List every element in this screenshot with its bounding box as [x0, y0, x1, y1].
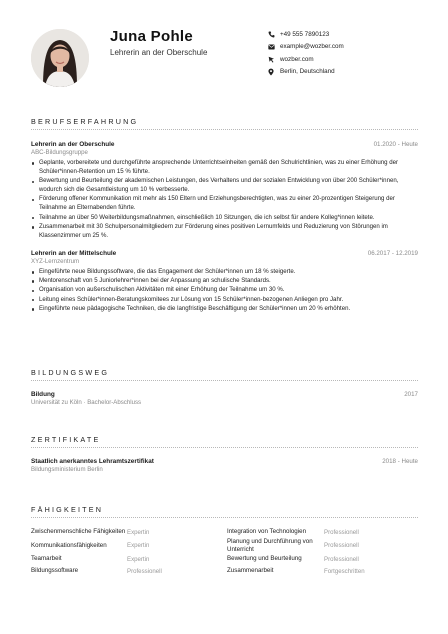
skill-level: Expertin — [127, 542, 150, 550]
bullet-icon — [32, 199, 34, 201]
education-date: 2017 — [404, 391, 418, 398]
list-item: Geplante, vorbereitete und durchgeführte ansprechende Unterrichtseinheiten gemäß den Schulrichtlinien, was zu einer Erhöhung der Schüler*innen-Retention um 15 % führte. — [31, 159, 418, 177]
job-header — [31, 141, 418, 148]
job-entry — [31, 141, 418, 241]
phone-icon — [268, 31, 280, 38]
list-item: Teilnahme an über 50 Weiterbildungsmaßnahmen, einschließlich 10 Sitzungen, die ich selbst für andere Kolleg*innen leitete. — [31, 214, 418, 223]
education-entry — [31, 391, 418, 406]
resume-header — [0, 0, 448, 100]
profile-photo-image — [31, 29, 89, 87]
list-item: Eingeführte neue Bildungssoftware, die das Engagement der Schüler*innen um 18 % steigerte. — [31, 268, 418, 277]
skills-grid — [31, 526, 418, 577]
experience-section — [31, 117, 418, 314]
contact-phone — [268, 28, 438, 41]
list-item: Förderung offener Kommunikation mit mehr als 150 Eltern und Erziehungsberechtigten, was zu einer 20-prozentigen Steigerung der Teilnahme an Elternabenden führte. — [31, 195, 418, 213]
job-bullets — [31, 268, 418, 314]
certificate-issuer: Bildungsministerium Berlin — [31, 466, 103, 473]
skill-name: Teamarbeit — [31, 555, 62, 563]
section-divider — [31, 380, 418, 381]
skill-name: Integration von Technologien — [227, 528, 307, 536]
skill-level: Fortgeschritten — [324, 567, 365, 575]
skill-level: Professionell — [324, 542, 359, 550]
skill-level: Professionell — [324, 555, 359, 563]
job-title: Lehrerin an der Mittelschule — [31, 249, 117, 257]
section-divider — [31, 129, 418, 130]
skill-name: Zusammenarbeit — [227, 567, 274, 575]
candidate-name: Juna Pohle — [110, 28, 194, 45]
job-company: XYZ-Lernzentrum — [31, 257, 80, 265]
skill-name: Zwischenmenschliche Fähigkeiten — [31, 528, 126, 536]
section-divider — [31, 517, 418, 518]
section-heading: BILDUNGSWEG — [31, 368, 110, 377]
job-date: 06.2017 - 12.2019 — [367, 249, 418, 257]
list-item: Organisation von außerschulischen Aktivitäten mit einer Erhöhung der Teilnahme um 30 %. — [31, 286, 418, 295]
skill-name: Planung und Durchführung von Unterricht — [227, 538, 313, 553]
education-institution: Universität zu Köln · Bachelor-Abschluss — [31, 399, 142, 406]
list-item: Bewertung und Beurteilung der akademischen Leistungen, des Verhaltens und der sozialen Entwicklung von über 200 Schüler*innen, wodurch sich die Gesamtleistung um 10 % verbesserte. — [31, 177, 418, 195]
list-item: Mentorenschaft von 5 Juniorlehrer*innen bei der Anpassung an schulische Standards. — [31, 277, 418, 286]
job-company: ABC-Bildungsgruppe — [31, 149, 88, 156]
location-text: Berlin, Deutschland — [280, 68, 335, 76]
skill-level: Professionell — [324, 528, 359, 536]
map-pin-icon — [268, 68, 280, 76]
bullet-icon — [32, 280, 34, 282]
bullet-icon — [32, 181, 34, 183]
envelope-icon — [268, 44, 280, 50]
section-heading: FÄHIGKEITEN — [31, 505, 104, 514]
skill-level: Professionell — [127, 567, 162, 575]
skill-name: Kommunikationsfähigkeiten — [31, 541, 107, 549]
education-header — [31, 391, 418, 398]
email-text[interactable]: example@wozber.com — [280, 43, 344, 51]
job-date: 01.2020 - Heute — [373, 141, 418, 148]
job-title: Lehrerin an der Oberschule — [31, 141, 115, 148]
section-heading: ZERTIFIKATE — [31, 435, 101, 444]
bullet-icon — [32, 290, 34, 292]
list-item: Eingeführte neue pädagogische Techniken, die die langfristige Beschäftigung der Schüler*innen um 20 % erhöhten. — [31, 305, 418, 314]
list-item: Zusammenarbeit mit 30 Schulpersonalmitgliedern zur Förderung eines positiven Lernumfelds und Reduzierung von Störungen im Klassenzimmer um 25 %. — [31, 223, 418, 241]
profile-photo — [31, 29, 89, 87]
job-bullets — [31, 159, 418, 241]
section-heading: BERUFSERFAHRUNG — [31, 117, 139, 126]
bullet-icon — [32, 299, 34, 301]
contact-website — [268, 53, 438, 66]
skill-level: Expertin — [127, 528, 150, 536]
education-section — [31, 368, 418, 406]
certificate-entry — [31, 458, 418, 473]
skill-name: Bewertung und Beurteilung — [227, 555, 302, 563]
bullet-icon — [32, 271, 34, 273]
job-header — [31, 250, 418, 257]
bullet-icon — [32, 217, 34, 219]
skill-name: Bildungssoftware — [31, 567, 79, 575]
certificate-header — [31, 458, 418, 465]
cursor-icon — [268, 56, 280, 63]
section-divider — [31, 447, 418, 448]
skill-level: Expertin — [127, 555, 150, 563]
contact-email — [268, 41, 438, 54]
certificate-date: 2018 - Heute — [382, 458, 418, 465]
bullet-icon — [32, 226, 34, 228]
phone-text[interactable]: +49 555 7890123 — [280, 30, 330, 38]
skills-section — [31, 505, 418, 577]
candidate-title: Lehrerin an der Oberschule — [110, 48, 208, 57]
job-entry — [31, 250, 418, 314]
education-title: Bildung — [31, 391, 55, 398]
certificate-title: Staatlich anerkanntes Lehramtszertifikat — [31, 458, 154, 465]
bullet-icon — [32, 162, 34, 164]
bullet-icon — [32, 308, 34, 310]
list-item: Leitung eines Schüler*innen-Beratungskomitees zur Lösung von 15 Schüler*innen-bezogenen Anliegen pro Jahr. — [31, 296, 418, 305]
website-text[interactable]: wozber.com — [280, 55, 314, 63]
certificates-section — [31, 435, 418, 473]
contact-location — [268, 66, 438, 79]
contact-list — [268, 28, 438, 78]
